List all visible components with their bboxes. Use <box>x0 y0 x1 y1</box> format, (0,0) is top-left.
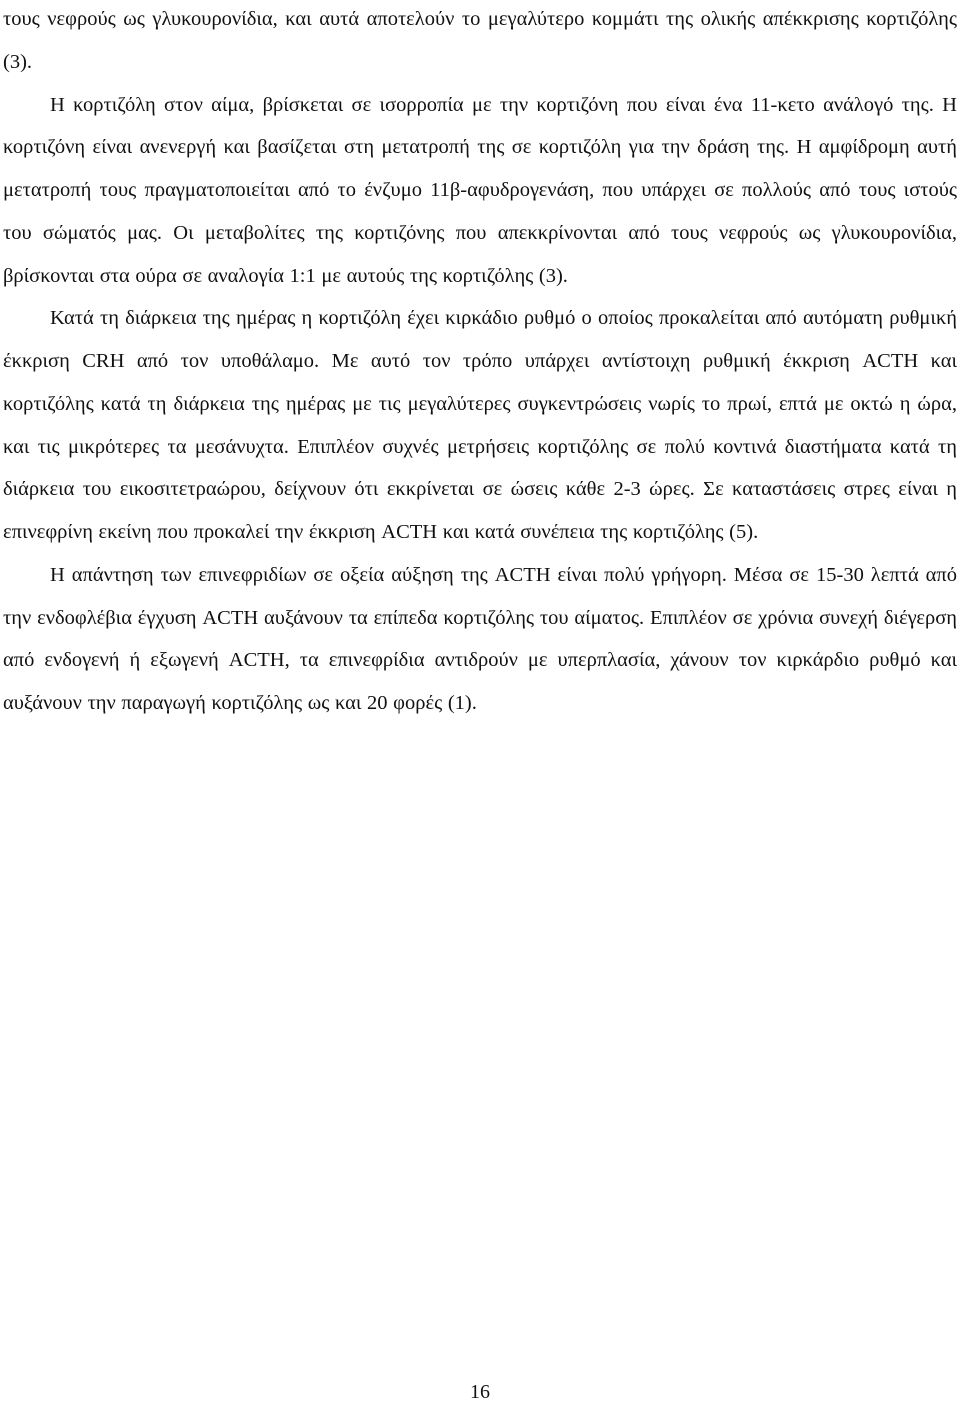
paragraph-3: Κατά τη διάρκεια της ημέρας η κορτιζόλη έχει κιρκάδιο ρυθμό ο οποίος προκαλείται από αυτόματη ρυθμική έκκριση CRH από τον υποθάλαμο. Με αυτό τον τρόπο υπάρχει αντίστοιχη ρυθμική έκκριση ACTH και κορτιζόλης κατά τη διάρκεια της ημέρας με τις μεγαλύτερες συγκεντρώσεις νωρίς το πρωί, επτά με οκτώ η ώρα, και τις μικρότερες τα μεσάνυχτα. Επιπλέον συχνές μετρήσεις κορτιζόλης σε πολύ κοντινά διαστήματα κατά τη διάρκεια του εικοσιτετραώρου, δείχνουν ότι εκκρίνεται σε ώσεις κάθε 2-3 ώρες. Σε καταστάσεις στρες είναι η επινεφρίνη εκείνη που προκαλεί την έκκριση ACTH και κατά συνέπεια της κορτιζόλης (5). <box>3 307 957 543</box>
page-number: 16 <box>470 1381 490 1403</box>
document-page <box>3 0 957 1406</box>
body-text <box>3 0 957 725</box>
paragraph-1: τους νεφρούς ως γλυκουρονίδια, και αυτά αποτελούν το μεγαλύτερο κομμάτι της ολικής απέκκρισης κορτιζόλης (3). <box>3 8 957 73</box>
paragraph-2: Η κορτιζόλη στον αίμα, βρίσκεται σε ισορροπία με την κορτιζόνη που είναι ένα 11-κετο ανάλογό της. Η κορτιζόνη είναι ανενεργή και βασίζεται στη μετατροπή της σε κορτιζόλη για την δράση της. Η αμφίδρομη αυτή μετατροπή τους πραγματοποιείται από το ένζυμο 11β-αφυδρογενάση, που υπάρχει σε πολλούς από τους ιστούς του σώματός μας. Οι μεταβολίτες της κορτιζόνης που απεκκρίνονται από τους νεφρούς ως γλυκουρονίδια, βρίσκονται στα ούρα σε αναλογία 1:1 με αυτούς της κορτιζόλης (3). <box>3 93 957 287</box>
paragraph-4: Η απάντηση των επινεφριδίων σε οξεία αύξηση της ACTH είναι πολύ γρήγορη. Μέσα σε 15-30 λεπτά από την ενδοφλέβια έγχυση ACTH αυξάνουν τα επίπεδα κορτιζόλης του αίματος. Επιπλέον σε χρόνια συνεχή διέγερση από ενδογενή ή εξωγενή ACTH, τα επινεφρίδια αντιδρούν με υπερπλασία, χάνουν τον κιρκάρδιο ρυθμό και αυξάνουν την παραγωγή κορτιζόλης ως και 20 φορές (1). <box>3 563 957 714</box>
